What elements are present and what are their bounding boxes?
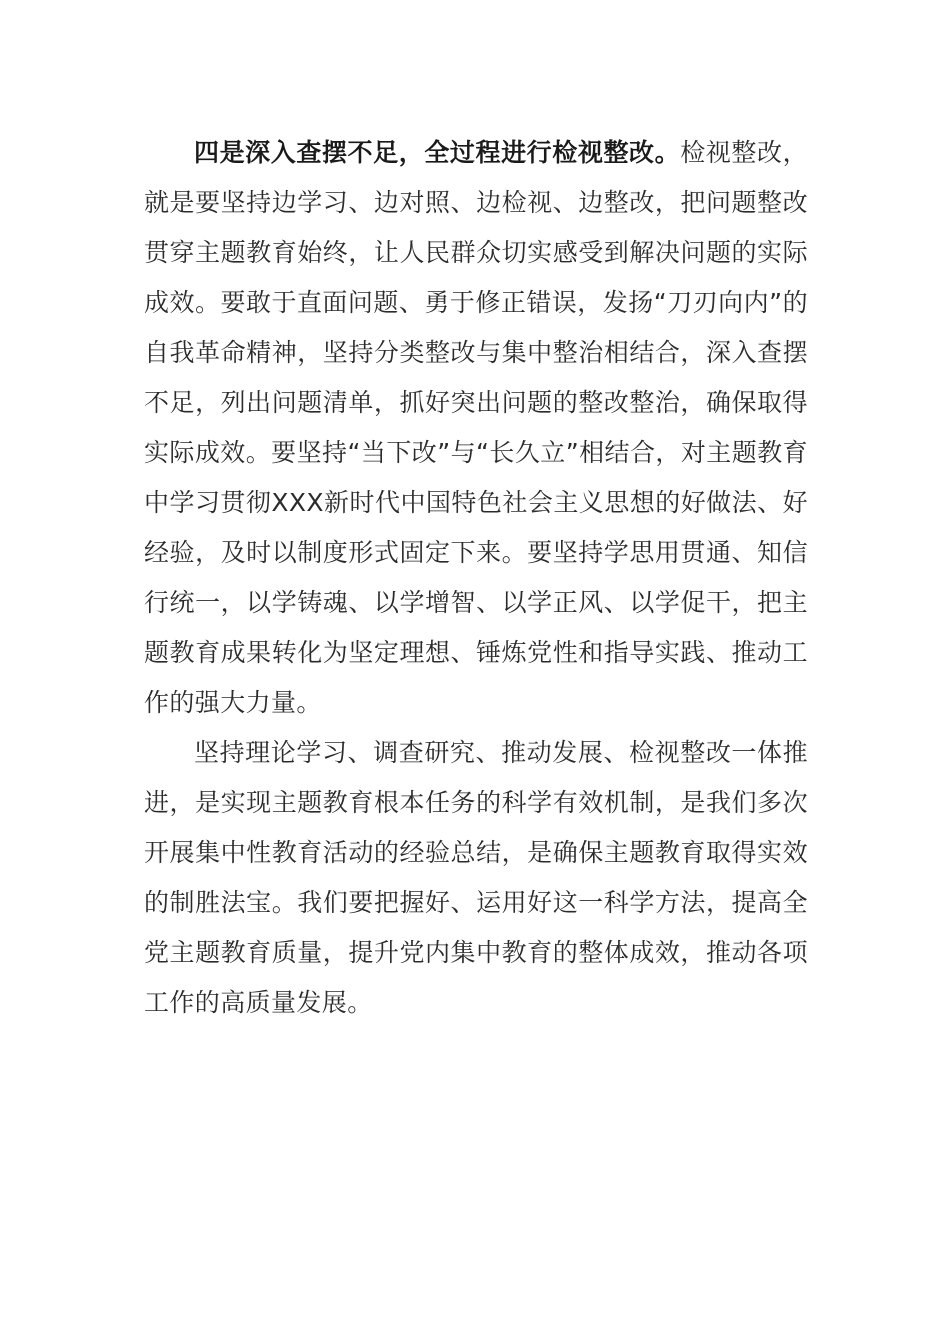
paragraph-conclusion	[144, 728, 808, 1028]
paragraph-text: 检视整改，就是要坚持边学习、边对照、边检视、边整改，把问题整改贯穿主题教育始终，让人民群众切实感受到解决问题的实际成效。要敢于直面问题、勇于修正错误，发扬“刀刃向内”的自我革命精神，坚持分类整改与集中整治相结合，深入查摆不足，列出问题清单，抓好突出问题的整改整治，确保取得实际成效。要坚持“当下改”与“长久立”相结合，对主题教育中学习贯彻XXX新时代中国特色社会主义思想的好做法、好经验，及时以制度形式固定下来。要坚持学思用贯通、知信行统一，以学铸魂、以学增智、以学正风、以学促干，把主题教育成果转化为坚定理想、锤炼党性和指导实践、推动工作的强大力量。	[144, 138, 808, 717]
paragraph-text: 坚持理论学习、调查研究、推动发展、检视整改一体推进，是实现主题教育根本任务的科学有效机制，是我们多次开展集中性教育活动的经验总结，是确保主题教育取得实效的制胜法宝。我们要把握好、运用好这一科学方法，提高全党主题教育质量，提升党内集中教育的整体成效，推动各项工作的高质量发展。	[144, 738, 808, 1017]
paragraph-rectification	[144, 128, 808, 728]
paragraph-heading: 四是深入查摆不足，全过程进行检视整改。	[194, 138, 681, 167]
document-body	[144, 128, 808, 1028]
